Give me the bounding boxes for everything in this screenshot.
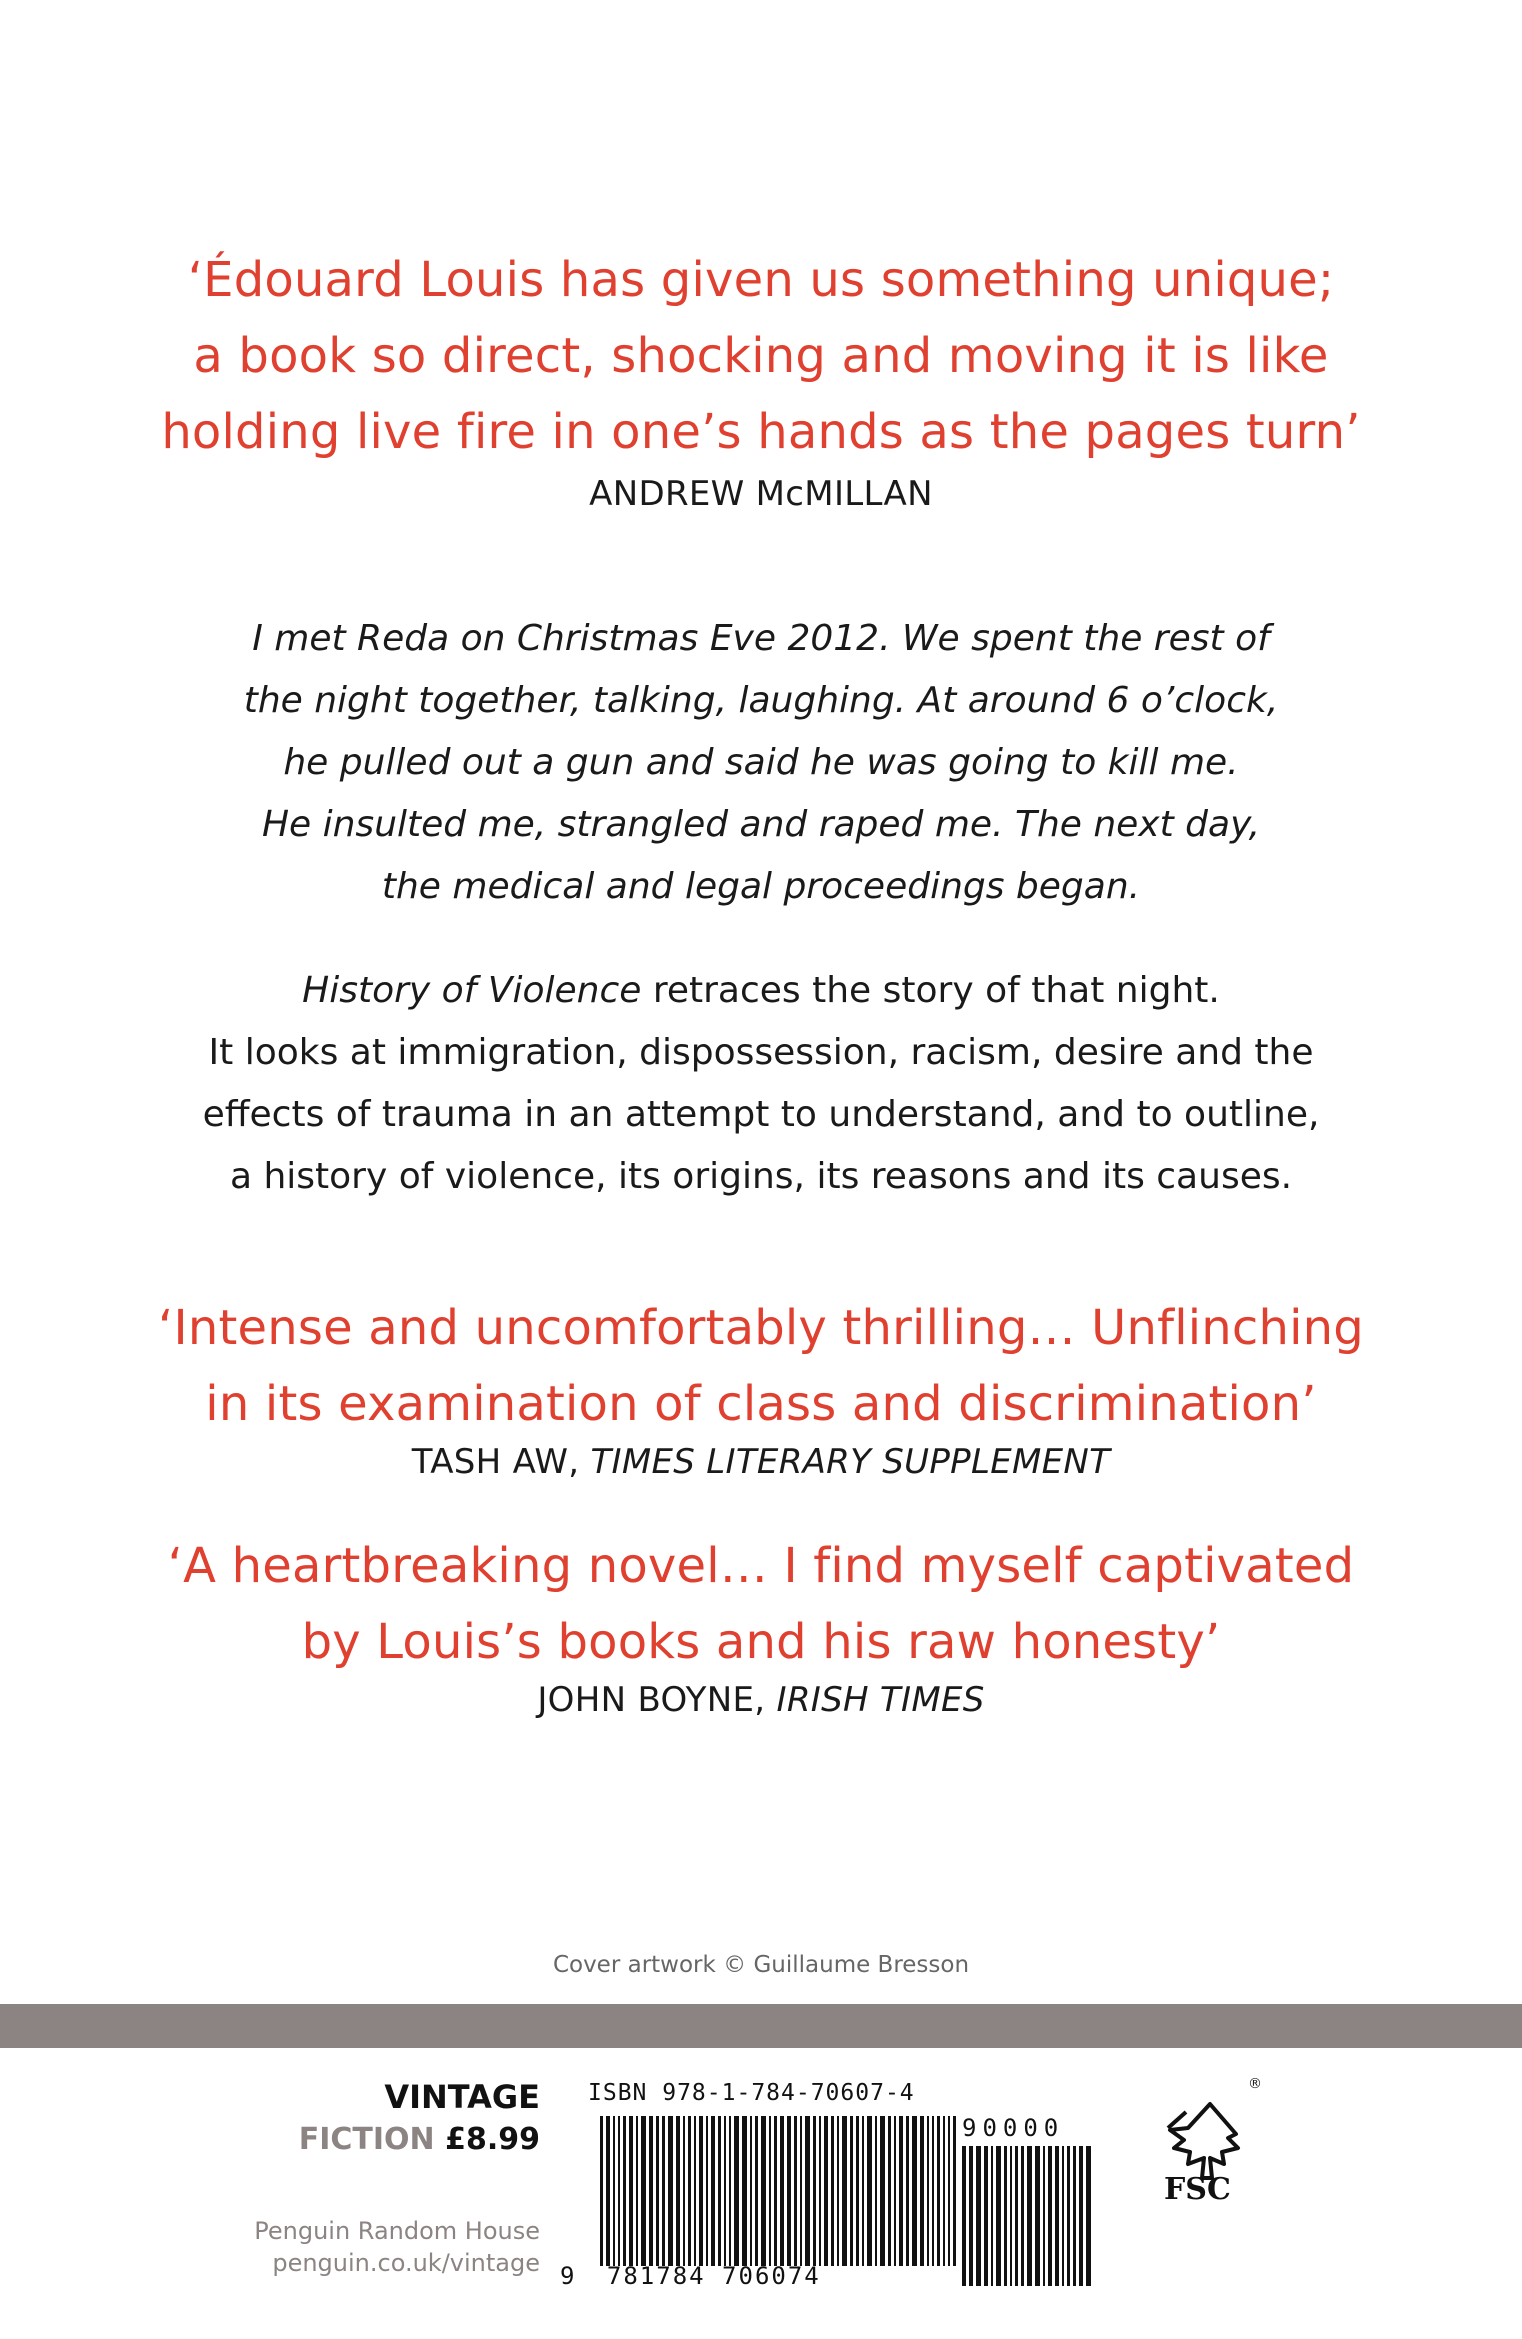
barcode-bar (1086, 2146, 1091, 2286)
fsc-label: FSC (1164, 2172, 1231, 2207)
barcode-bar (787, 2116, 791, 2266)
barcode-bar (613, 2116, 615, 2266)
barcode-bar (875, 2116, 877, 2266)
barcode-bar (1035, 2146, 1040, 2286)
barcode-number-body: 781784 706074 (606, 2262, 821, 2290)
barcode-bar (1004, 2146, 1007, 2286)
barcode-bar (842, 2116, 847, 2266)
quote-1 (0, 242, 1522, 470)
barcode-bar (1062, 2146, 1064, 2286)
barcode-bar (1048, 2146, 1052, 2286)
barcode-bar (794, 2116, 797, 2266)
barcode-bar (729, 2116, 731, 2266)
quote-2-author: TASH AW, (411, 1442, 591, 1482)
book-title: History of Violence (302, 970, 642, 1011)
barcode-bar (676, 2116, 680, 2266)
cover-credit: Cover artwork © Guillaume Bresson (552, 1952, 970, 1978)
description-line: effects of trauma in an attempt to understand, and to outline, (202, 1094, 1320, 1135)
barcode-bar (706, 2116, 708, 2266)
barcode-bar (761, 2116, 766, 2266)
barcode-bar (969, 2146, 973, 2286)
barcode-bar (641, 2116, 646, 2266)
barcode-bar (668, 2116, 673, 2266)
quote-3-author: JOHN BOYNE, (537, 1680, 777, 1720)
barcode-bar (636, 2116, 638, 2266)
publisher-name: Penguin Random House (254, 2217, 540, 2245)
barcode-bar (694, 2116, 696, 2266)
barcode-bar (862, 2116, 864, 2266)
barcode-bar (774, 2116, 777, 2266)
excerpt-line: the medical and legal proceedings began. (381, 866, 1141, 907)
barcode-bar (623, 2116, 626, 2266)
quote-3-source: IRISH TIMES (776, 1680, 985, 1720)
barcode-bar (927, 2116, 929, 2266)
quote-1-line: holding live fire in one’s hands as the pages turn’ (161, 404, 1361, 460)
barcode-bar (805, 2116, 810, 2266)
imprint-category-price (200, 2122, 540, 2157)
description-line: It looks at immigration, dispossession, racism, desire and the (208, 1032, 1314, 1073)
divider-band (0, 2004, 1522, 2048)
quote-1-line: ‘Édouard Louis has given us something unique; (187, 252, 1335, 308)
barcode-addon-number: 90000 (962, 2114, 1065, 2142)
barcode-bar (976, 2146, 981, 2286)
barcode-bar (888, 2116, 891, 2266)
barcode-bar (755, 2116, 758, 2266)
barcode-bar (656, 2116, 659, 2266)
barcode-bar (837, 2116, 839, 2266)
barcode-bar (819, 2116, 821, 2266)
barcode-main (600, 2116, 959, 2266)
quote-1-line: a book so direct, shocking and moving it is like (193, 328, 1329, 384)
barcode-bar (606, 2116, 610, 2266)
fsc-registered-mark: ® (1248, 2076, 1262, 2092)
barcode-bar (906, 2116, 909, 2266)
imprint-block (200, 2078, 540, 2277)
quote-2 (0, 1290, 1522, 1442)
barcode-bar (962, 2146, 966, 2286)
barcode-bar (600, 2116, 603, 2266)
barcode-bar (899, 2116, 903, 2266)
excerpt-line: he pulled out a gun and said he was going to kill me. (283, 742, 1239, 783)
barcode-bar (953, 2116, 956, 2266)
barcode-bar (750, 2116, 752, 2266)
description-text: retraces the story of that night. (641, 970, 1220, 1011)
excerpt (0, 608, 1522, 918)
barcode-bar (769, 2116, 771, 2266)
barcode-bar (800, 2116, 802, 2266)
barcode-bar (937, 2116, 940, 2266)
barcode-bar (831, 2116, 834, 2266)
barcode-bar (912, 2116, 917, 2266)
barcode-bar (742, 2116, 747, 2266)
barcode-bar (780, 2116, 784, 2266)
barcode-bar (1010, 2146, 1012, 2286)
barcode-bar (718, 2116, 721, 2266)
quote-2-line: in its examination of class and discrimination’ (205, 1376, 1317, 1432)
barcode-addon (962, 2146, 1094, 2286)
barcode-bar (662, 2116, 665, 2266)
quote-3 (0, 1528, 1522, 1680)
barcode-bar (618, 2116, 620, 2266)
barcode-bar (1055, 2146, 1059, 2286)
barcode-bar (734, 2116, 739, 2266)
barcode-bar (649, 2116, 653, 2266)
barcode-bar (1015, 2146, 1018, 2286)
barcode-bar (894, 2116, 896, 2266)
barcode-bar (984, 2146, 988, 2286)
description (0, 960, 1522, 1208)
barcode-bar (920, 2116, 924, 2266)
barcode-bar (688, 2116, 691, 2266)
barcode-bar (856, 2116, 859, 2266)
excerpt-line: the night together, talking, laughing. At around 6 o’clock, (243, 680, 1279, 721)
quote-3-line: ‘A heartbreaking novel… I find myself captivated (167, 1538, 1355, 1594)
barcode-bar (683, 2116, 685, 2266)
excerpt-line: I met Reda on Christmas Eve 2012. We spent the rest of (252, 618, 1270, 659)
barcode-bar (932, 2116, 934, 2266)
description-line: a history of violence, its origins, its reasons and its causes. (229, 1156, 1293, 1197)
barcode-bar (699, 2116, 703, 2266)
isbn-label: ISBN 978-1-784-70607-4 (588, 2080, 915, 2106)
barcode-bar (1027, 2146, 1032, 2286)
barcode-bar (1043, 2146, 1045, 2286)
quote-2-source: TIMES LITERARY SUPPLEMENT (590, 1442, 1111, 1482)
barcode-bar (1021, 2146, 1024, 2286)
barcode-bar (996, 2146, 1001, 2286)
quote-2-attribution (0, 1442, 1522, 1482)
imprint-category: FICTION (298, 2122, 435, 2157)
barcode-bar (943, 2116, 945, 2266)
barcode-number (560, 2262, 821, 2290)
barcode-bar (1067, 2146, 1070, 2286)
imprint-price: £8.99 (445, 2122, 540, 2157)
barcode-bar (948, 2116, 950, 2266)
barcode-bar (813, 2116, 816, 2266)
barcode-bar (629, 2116, 633, 2266)
barcode-bar (711, 2116, 715, 2266)
barcode-bar (824, 2116, 828, 2266)
description-line (0, 960, 1522, 1022)
barcode-bar (1079, 2146, 1083, 2286)
publisher-website: penguin.co.uk/vintage (272, 2249, 540, 2277)
imprint-name: VINTAGE (384, 2078, 540, 2116)
barcode-bar (1073, 2146, 1076, 2286)
barcode-bar (850, 2116, 853, 2266)
barcode-bar (724, 2116, 726, 2266)
barcode-bar (867, 2116, 872, 2266)
quote-1-attribution: ANDREW McMILLAN (589, 474, 933, 514)
barcode-bar (991, 2146, 993, 2286)
quote-2-line: ‘Intense and uncomfortably thrilling… Unflinching (158, 1300, 1364, 1356)
quote-3-attribution (0, 1680, 1522, 1720)
barcode-bar (880, 2116, 885, 2266)
excerpt-line: He insulted me, strangled and raped me. The next day, (261, 804, 1261, 845)
barcode-number-prefix: 9 (560, 2262, 575, 2290)
quote-3-line: by Louis’s books and his raw honesty’ (301, 1614, 1221, 1670)
